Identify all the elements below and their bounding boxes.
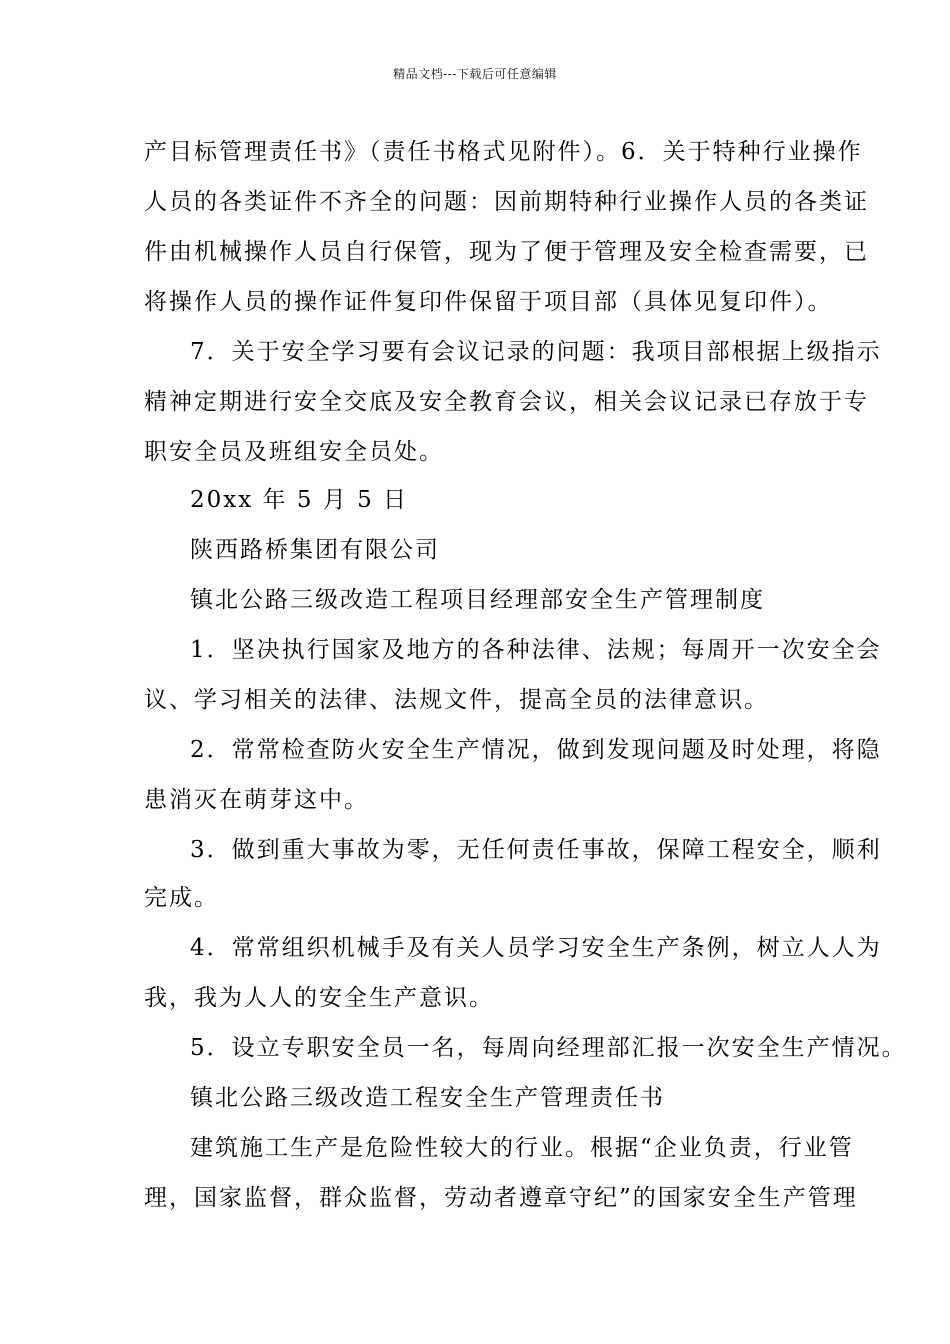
section-title: 镇北公路三级改造工程项目经理部安全生产管理制度 (190, 587, 765, 613)
company-name: 陕西路桥集团有限公司 (190, 537, 440, 563)
page-header: 精品文档---下载后可任意编辑 (393, 67, 557, 81)
paragraph-line: 完成。 (144, 885, 219, 911)
list-item: 2．常常检查防火安全生产情况，做到发现问题及时处理，将隐 (190, 737, 882, 763)
paragraph-line: 职安全员及班组安全员处。 (144, 439, 444, 465)
section-title: 镇北公路三级改造工程安全生产管理责任书 (190, 1085, 665, 1111)
paragraph-line: 理，国家监督，群众监督，劳动者遵章守纪”的国家安全生产管理 (144, 1185, 858, 1211)
paragraph-line: 建筑施工生产是危险性较大的行业。根据“企业负责，行业管 (190, 1135, 854, 1161)
paragraph-line: 精神定期进行安全交底及安全教育会议，相关会议记录已存放于专 (144, 389, 869, 415)
date-line: 20xx 年 5 月 5 日 (190, 487, 409, 513)
paragraph-line: 产目标管理责任书》（责任书格式见附件）。6．关于特种行业操作 (144, 139, 863, 165)
paragraph-line: 将操作人员的操作证件复印件保留于项目部（具体见复印件）。 (144, 289, 833, 315)
paragraph-line: 人员的各类证件不齐全的问题：因前期特种行业操作人员的各类证 (144, 189, 869, 215)
paragraph-line: 议、学习相关的法律、法规文件，提高全员的法律意识。 (144, 687, 769, 713)
list-item: 1．坚决执行国家及地方的各种法律、法规；每周开一次安全会 (190, 637, 882, 663)
paragraph-line: 我，我为人人的安全生产意识。 (144, 985, 494, 1011)
list-item: 5．设立专职安全员一名，每周向经理部汇报一次安全生产情况。 (190, 1035, 907, 1061)
paragraph-line: 件由机械操作人员自行保管，现为了便于管理及安全检查需要，已 (144, 239, 869, 265)
list-item: 3．做到重大事故为零，无任何责任事故，保障工程安全，顺利 (190, 837, 882, 863)
paragraph-line: 7．关于安全学习要有会议记录的问题：我项目部根据上级指示 (190, 339, 882, 365)
paragraph-line: 患消灭在萌芽这中。 (144, 787, 369, 813)
list-item: 4．常常组织机械手及有关人员学习安全生产条例，树立人人为 (190, 935, 882, 961)
